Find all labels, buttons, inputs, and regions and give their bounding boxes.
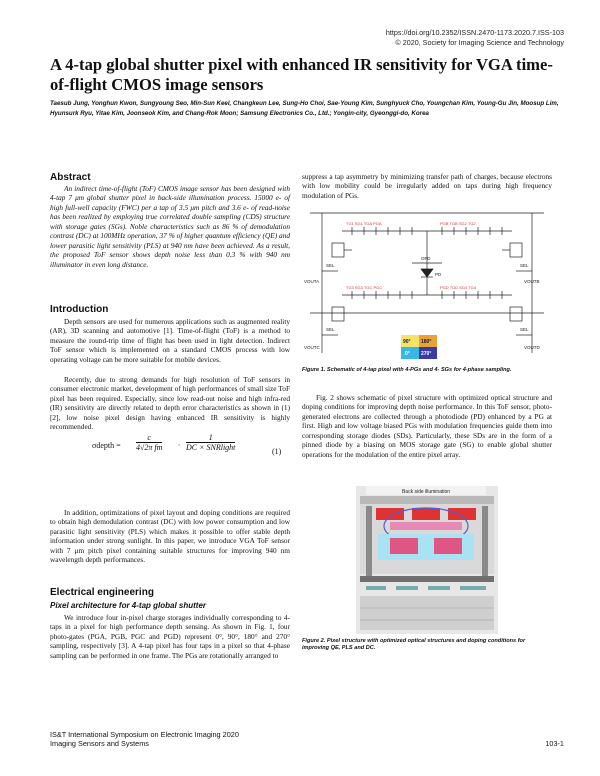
electrical-paragraph-1: We introduce four in-pixel charge storages individually corresponding to 4-taps in a pixel for high performance depth sensing. As shown in Fig. 1, four photo-gates (PGA, PGB, PGC and PGD) represent 0°, 90°, 180° and 270° sampling, respectively [3]. A 4-tap pixel has four taps in a pixel so that 4-phase sampling can be performed in one frame. The PGs are rotationally arranged to [50,613,290,660]
equation-frac1-den: 4√2π fm [136,443,163,452]
ofd-label: OFD [421,256,431,261]
equation-frac1-num: c [136,433,162,443]
sel-label-4: SEL [520,327,529,332]
abstract-text: An indirect time-of-flight (ToF) CMOS image sensor has been designed with 4-tap 7 μm global shutter pixel in back-side illumination process. 15000 e- of high full-well capacity (FWC) per a tap of 3.5 μm pitch and 3.6 e- of read-noise has been realized by employing true correlated double sampling (CDS) structure with storage gates (SGs). Noble characteristics such as 86 % of demodulation contrast (DC) at 100MHz operation, 37 % of higher quantum efficiency (QE) and lower parasitic light sensitivity (PLS) at 940 nm have been achieved. As a result, the proposed ToF sensor shows depth noise less than 0.3 % with 940 nm illuminator in even long distance. [50,184,290,269]
footer-track: Imaging Sensors and Systems [50,739,149,748]
equation-frac2-num: 1 [186,433,235,443]
vout-c-label: VOUTC [304,345,320,350]
svg-text:PGB TGB SG2 TG2: PGB TGB SG2 TG2 [440,221,476,226]
figure-2-pixel-structure [356,486,498,634]
electrical-heading: Electrical engineering [50,587,154,598]
right-paragraph-2: Fig. 2 shows schematic of pixel structure with optimized optical structure and doping conditions for improving depth noise performance. In this ToF sensor, photo-generated electrons are collected through a photodiode (PD) enhanced by a PG at first. High and low voltage biased PGs with modulation frequencies guide them into corresponding storage diodes (SDs). Particularly, these SDs are in the form of a pinned diode by a biasing on MOS storage gate (SG) to enable global shutter operations for the modulation of the entire pixel array. [302,393,552,459]
equation-dot: · [178,441,180,450]
figure-1-caption: Figure 1. Schematic of 4-tap pixel with 4-PGs and 4- SGs for 4-phase sampling. [302,367,512,373]
phase-270-label: 270° [421,351,432,357]
sel-label-1: SEL [326,263,335,268]
pixel-architecture-subheading: Pixel architecture for 4-tap global shutter [50,601,207,610]
svg-text:TG1 SG1 TGA PGA: TG1 SG1 TGA PGA [346,221,382,226]
figure-1-schematic [302,203,552,365]
intro-paragraph-2: Recently, due to strong demands for high resolution of ToF sensors in consumer electronic market, development of high performances of small size ToF pixel has been required. Especially, since low read-out noise and high infra-red (IR) sensitivity are directly related to depth error characteristics as shown in (1) [2], low noise pixel design having enhanced IR sensitivity is highly recommended. [50,375,290,432]
vout-a-label: VOUTA [304,279,320,284]
svg-text:TG3 SG3 TGC PGC: TG3 SG3 TGC PGC [346,285,383,290]
equation-number: (1) [272,447,282,456]
vout-b-label: VOUTB [524,279,540,284]
intro-paragraph-3: In addition, optimizations of pixel layout and doping conditions are required to obtain high demodulation contrast (DC) with low power consumption and low parasitic light sensitivity (PLS) which makes it possible to offer stable depth information under strong sunlight. In this paper, we introduce VGA ToF sensor with 7 μm pitch pixel containing suitable structures for improving 940 nm wavelength depth performances. [50,508,290,565]
pd-label: PD [435,272,442,277]
phase-0-label: 0° [405,351,410,357]
vout-d-label: VOUTD [524,345,540,350]
equation-frac2-den: DC × SNRlight [186,443,236,452]
phase-0-swatch [401,347,419,359]
phase-90-label: 90° [403,339,411,345]
author-list: Taesub Jung, Yonghun Kwon, Sungyoung Seo, Min-Sun Keel, Changkeun Lee, Sung-Ho Choi, Sae-Young Kim, Sunghyuck Cho, Youngchan Kim, Young-Gu Jin, Moosup Lim, Hyunsurk Ryu, Yitae Kim, Joonseok Kim, and Chang-Rok Moon; Samsung Electronics Co., Ltd.; Yongin-city, Gyeonggi-do, Korea [50,100,559,117]
page-number: 103-1 [545,739,564,748]
equation-lhs: σdepth = [92,441,121,450]
intro-paragraph-1: Depth sensors are used for numerous applications such as augmented reality (AR), 3D scanning and automotive [1]. Time-of-flight (ToF) is a method to measure the round-trip time of flight has been used in light detection. Indirect ToF sensor which is implemented on a standard CMOS process with low operating voltage can be more suitable for mobile devices. [50,317,290,364]
right-paragraph-1: suppress a tap asymmetry by minimizing transfer path of charges, because electrons with low mobility could be irregularly added on taps during high frequency modulation of PGs. [302,172,552,200]
phase-180-label: 180° [421,339,432,345]
equation-1 [92,433,282,473]
svg-text:PGD TGD SG4 TG4: PGD TGD SG4 TG4 [440,285,477,290]
page-header [386,28,564,47]
doi-link[interactable]: https://doi.org/10.2352/ISSN.2470-1173.2020.7.ISS-103 [385,28,564,37]
sel-label-3: SEL [326,327,335,332]
introduction-heading: Introduction [50,304,109,315]
page-footer [50,730,239,748]
footer-conference: IS&T International Symposium on Electronic Imaging 2020 [50,730,239,739]
abstract-heading: Abstract [50,172,91,183]
figure-2-caption: Figure 2. Pixel structure with optimized optical structures and doping conditions for improving QE, PLS and DC. [302,638,526,652]
paper-title: A 4-tap global shutter pixel with enhanced IR sensitivity for VGA time-of-flight CMOS image sensors [50,55,553,94]
sel-label-2: SEL [520,263,529,268]
copyright-line: © 2020, Society for Imaging Science and Technology [395,37,564,47]
figure-2-top-label: Back side illumination [401,489,451,495]
